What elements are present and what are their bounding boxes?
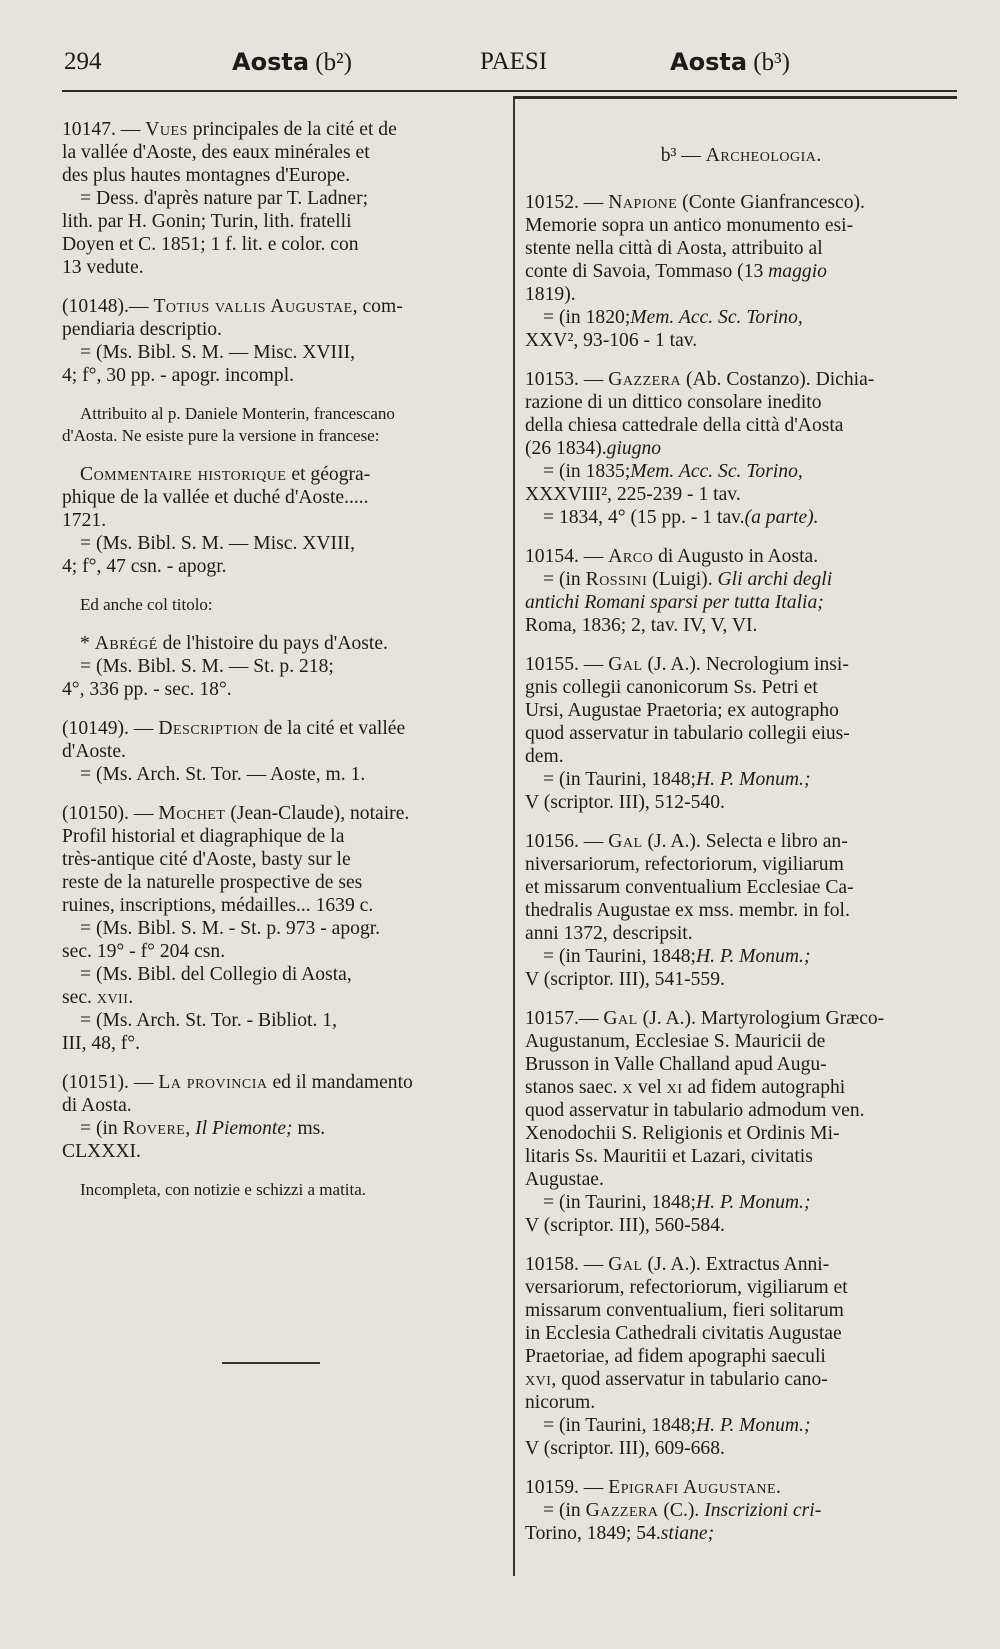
text-line [525, 1476, 957, 1499]
text-run: Taurini, 1848; [585, 1192, 696, 1213]
text-line [525, 945, 957, 968]
text-run: gnis collegii canonicorum Ss. Petri et [525, 677, 818, 698]
text-line [525, 1437, 957, 1460]
bibliography-entry [525, 1007, 957, 1237]
text-run: ruines, inscriptions, médailles... 1639 c. [62, 895, 374, 916]
text-run: thedralis Augustae ex mss. membr. in fol. [525, 900, 850, 921]
text-run: di Aosta. [62, 1095, 132, 1116]
text-run: (10151). — [62, 1072, 159, 1093]
small-caps-text: Description [158, 718, 259, 739]
text-run: nicorum. [525, 1392, 596, 1413]
italic-text: (a parte). [744, 507, 819, 528]
text-line [525, 768, 957, 791]
text-run: de la cité et vallée [258, 718, 406, 739]
text-line [525, 144, 957, 167]
text-line [525, 306, 957, 329]
text-line [62, 678, 502, 701]
small-caps-text: Vues [145, 119, 188, 140]
page-number: 294 [64, 48, 102, 75]
text-run: = (in [80, 1118, 123, 1139]
entry-note [62, 403, 502, 447]
text-run: 1834, 4° (15 pp. - 1 tav. [558, 507, 745, 528]
text-line [525, 1076, 957, 1099]
text-line [525, 1253, 957, 1276]
italic-text: Inscrizioni cri- [704, 1500, 822, 1521]
text-run: (J. A.). Martyrologium Græco- [637, 1008, 885, 1029]
italic-text: stiane; [660, 1523, 715, 1544]
text-line [525, 1214, 957, 1237]
text-run: XXXVIII², 225-239 - 1 tav. [525, 484, 741, 505]
text-run: 1721. [62, 510, 107, 531]
text-run: Augustae. [525, 1169, 604, 1190]
end-rule [222, 1362, 320, 1364]
text-run: (C.). [658, 1500, 705, 1521]
entry-note [62, 1179, 502, 1201]
text-line [525, 853, 957, 876]
text-run: 1819). [525, 284, 576, 305]
text-line [525, 391, 957, 414]
text-run: = (in [543, 1500, 586, 1521]
text-line [525, 1499, 957, 1522]
text-line [62, 825, 502, 848]
text-run: (10150). — [62, 803, 159, 824]
text-line [525, 414, 957, 437]
bibliography-entry [525, 1476, 957, 1545]
text-line [525, 260, 957, 283]
text-run: 10153. — [525, 369, 609, 390]
right-column [525, 118, 957, 1561]
bibliography-entry [62, 717, 502, 786]
text-line [62, 403, 502, 425]
small-caps-text: Rovere [122, 1118, 186, 1139]
text-line [62, 1179, 502, 1201]
text-run: (J. A.). Necrologium insi- [642, 654, 849, 675]
text-run: très-antique cité d'Aoste, basty sur le [62, 849, 351, 870]
text-run: la vallée d'Aoste, des eaux minérales et [62, 142, 370, 163]
text-line [525, 830, 957, 853]
text-run: Brusson in Valle Challand apud Augu- [525, 1054, 827, 1075]
text-run: anni 1372, descripsit. [525, 923, 693, 944]
bibliography-entry [525, 545, 957, 637]
text-run: ad fidem autographi [682, 1077, 846, 1098]
text-run: (26 [525, 438, 557, 459]
text-line [525, 1391, 957, 1414]
text-run: razione di un dittico consolare inedito [525, 392, 822, 413]
text-line [525, 483, 957, 506]
text-run: versariorum, refectoriorum, vigiliarum et [525, 1277, 848, 1298]
text-line [525, 214, 957, 237]
text-line [62, 917, 502, 940]
italic-text: maggio [768, 261, 827, 282]
text-run: Taurini, 1848; [585, 1415, 696, 1436]
text-line [525, 745, 957, 768]
text-run: Incompleta, con notizie e schizzi a matita. [80, 1180, 367, 1199]
small-caps-text: xvii [96, 987, 129, 1008]
italic-text: giugno [606, 438, 662, 459]
text-run: = (in [543, 1415, 586, 1436]
text-run: missarum conventualium, fieri solitarum [525, 1300, 844, 1321]
text-run: CLXXXI. [62, 1141, 141, 1162]
small-caps-text: xvi [525, 1369, 552, 1390]
text-line [525, 368, 957, 391]
text-line [525, 1145, 957, 1168]
text-run: 4; f°, 30 pp. - apogr. incompl. [62, 365, 295, 386]
text-line [525, 653, 957, 676]
text-line [525, 676, 957, 699]
text-run: 10154. — [525, 546, 609, 567]
text-run: (Ab. Costanzo). Dichia- [681, 369, 875, 390]
text-line [62, 894, 502, 917]
text-run: (J. A.). Extractus Anni- [642, 1254, 830, 1275]
italic-text: antichi Romani sparsi per tutta Italia; [525, 592, 824, 613]
text-run: 10147. — [62, 119, 146, 140]
text-line [62, 763, 502, 786]
text-line [62, 848, 502, 871]
text-run: vel [633, 1077, 667, 1098]
text-run: della chiesa cattedrale della città d'Aosta [525, 415, 844, 436]
text-line [525, 1368, 957, 1391]
text-run: sec. 19° - f° 204 csn. [62, 941, 226, 962]
text-line [525, 545, 957, 568]
text-run: Torino, 1849; 54. [525, 1523, 661, 1544]
text-line [525, 1191, 957, 1214]
text-run: Augustanum, Ecclesiae S. Mauricii de [525, 1031, 826, 1052]
text-run: (Jean-Claude), notaire. [225, 803, 410, 824]
text-run: quod asservatur in tabulario collegii eius- [525, 723, 850, 744]
bibliography-entry [525, 653, 957, 814]
text-run: et géogra- [286, 464, 371, 485]
bibliography-entry [525, 830, 957, 991]
text-run: et missarum conventualium Ecclesiae Ca- [525, 877, 854, 898]
header-right-place: Aosta [670, 48, 748, 76]
entry-note [62, 594, 502, 616]
text-line [62, 1140, 502, 1163]
small-caps-text: Gazzera [585, 1500, 659, 1521]
text-run: V (scriptor. III), 560-584. [525, 1215, 725, 1236]
text-line [62, 1009, 502, 1032]
text-run: pendiaria descriptio. [62, 319, 222, 340]
header-left-section: (b²) [309, 49, 352, 76]
text-line [525, 237, 957, 260]
text-run: (10149). — [62, 718, 159, 739]
text-run: des plus hautes montagnes d'Europe. [62, 165, 351, 186]
text-line [62, 164, 502, 187]
text-line [62, 940, 502, 963]
text-line [62, 1117, 502, 1140]
text-run: lith. par H. Gonin; Turin, lith. fratelli [62, 211, 352, 232]
text-run: . [816, 145, 822, 166]
text-line [62, 594, 502, 616]
text-run: . [128, 987, 134, 1008]
header-double-rule [513, 96, 957, 99]
text-run: 10157.— [525, 1008, 604, 1029]
text-run: , com- [352, 296, 403, 317]
text-line [525, 568, 957, 591]
small-caps-text: Napione [608, 192, 678, 213]
text-run: d'Aoste. [62, 741, 126, 762]
text-run: quod asservatur in tabulario admodum ven. [525, 1100, 865, 1121]
text-run: Ed anche col titolo: [80, 595, 213, 614]
text-run: ms. [292, 1118, 326, 1139]
text-run: sec. [62, 987, 97, 1008]
text-line [62, 364, 502, 387]
small-caps-text: Totius vallis Augustae [153, 296, 353, 317]
text-run: = [543, 507, 559, 528]
text-line [62, 318, 502, 341]
text-run: . [776, 1477, 781, 1498]
text-run: = (in [543, 569, 586, 590]
text-line [62, 802, 502, 825]
small-caps-text: Rossini [585, 569, 648, 590]
text-line [62, 295, 502, 318]
italic-text: H. P. Monum.; [696, 1192, 811, 1213]
text-run: conte di Savoia, Tommaso (13 [525, 261, 769, 282]
text-run: niversariorum, refectoriorum, vigiliarum [525, 854, 844, 875]
small-caps-text: Gal [608, 1254, 643, 1275]
text-line [525, 506, 957, 529]
text-line [62, 986, 502, 1009]
text-line [525, 876, 957, 899]
bibliography-entry [525, 191, 957, 352]
bibliography-entry [62, 463, 502, 578]
text-run: 10158. — [525, 1254, 609, 1275]
text-run: Attribuito al p. Daniele Monterin, francescano [80, 404, 395, 423]
text-run: (Luigi). [647, 569, 718, 590]
header-rule [62, 90, 957, 92]
header-right-section: (b³) [747, 49, 790, 76]
italic-text: Gli archi degli [717, 569, 833, 590]
text-line [62, 740, 502, 763]
bibliography-entry [62, 802, 502, 1055]
italic-text: Mem. Acc. Sc. Torino, [630, 307, 803, 328]
text-line [62, 425, 502, 447]
text-line [525, 1007, 957, 1030]
text-line [525, 1053, 957, 1076]
text-line [525, 722, 957, 745]
text-run: V (scriptor. III), 512-540. [525, 792, 725, 813]
text-line [62, 141, 502, 164]
text-run: 4; f°, 47 csn. - apogr. [62, 556, 227, 577]
text-line [525, 899, 957, 922]
bibliography-entry [62, 632, 502, 701]
text-run: III, 48, f°. [62, 1033, 141, 1054]
small-caps-text: Archeologia [705, 145, 817, 166]
text-line [62, 509, 502, 532]
text-line [62, 963, 502, 986]
text-line [62, 1071, 502, 1094]
text-run: = (Ms. Arch. St. Tor. — Aoste, m. 1. [80, 764, 366, 785]
text-run: V (scriptor. III), 609-668. [525, 1438, 725, 1459]
text-run: litaris Ss. Mauritii et Lazari, civitatis [525, 1146, 813, 1167]
text-run: 1835; [585, 461, 631, 482]
small-caps-text: xi [666, 1077, 683, 1098]
text-line [525, 1276, 957, 1299]
text-run: (10148).— [62, 296, 154, 317]
text-line [525, 1522, 957, 1545]
text-line [62, 1032, 502, 1055]
small-caps-text: Mochet [158, 803, 226, 824]
text-run: = (Ms. Bibl. S. M. — Misc. XVIII, [80, 533, 356, 554]
text-run: 4°, 336 pp. - sec. 18°. [62, 679, 232, 700]
text-run: = (Ms. Bibl. del Collegio di Aosta, [80, 964, 352, 985]
text-line [62, 463, 502, 486]
text-line [525, 283, 957, 306]
section-heading [525, 144, 957, 167]
text-line [525, 1345, 957, 1368]
running-header [62, 48, 962, 88]
text-run: = (Ms. Bibl. S. M. — St. p. 218; [80, 656, 334, 677]
text-run: = (in [543, 307, 586, 328]
italic-text: H. P. Monum.; [696, 946, 811, 967]
text-run: dem. [525, 746, 564, 767]
text-run: principales de la cité et de [187, 119, 397, 140]
text-run: Praetoriae, ad fidem apographi saeculi [525, 1346, 826, 1367]
text-line [525, 1299, 957, 1322]
text-run: di Augusto in Aosta. [653, 546, 819, 567]
text-run: b³ — [660, 145, 706, 166]
text-run: XXV², 93-106 - 1 tav. [525, 330, 698, 351]
text-run: Ursi, Augustae Praetoria; ex autographo [525, 700, 839, 721]
text-line [525, 437, 957, 460]
bibliography-entry [62, 118, 502, 279]
text-run: 10156. — [525, 831, 609, 852]
text-run: Profil historial et diagraphique de la [62, 826, 345, 847]
small-caps-text: Gal [603, 1008, 638, 1029]
text-line [525, 791, 957, 814]
text-line [525, 191, 957, 214]
text-run: = (Ms. Bibl. S. M. - St. p. 973 - apogr. [80, 918, 381, 939]
text-run: = (in [543, 1192, 586, 1213]
text-line [525, 591, 957, 614]
text-line [62, 871, 502, 894]
text-line [62, 1094, 502, 1117]
text-line [62, 256, 502, 279]
text-run: Xenodochii S. Religionis et Ordinis Mi- [525, 1123, 840, 1144]
text-line [525, 1122, 957, 1145]
text-line [62, 632, 502, 655]
text-run: ed il mandamento [267, 1072, 413, 1093]
text-run: = (in [543, 769, 586, 790]
header-center-title: PAESI [480, 48, 548, 75]
text-line [525, 1168, 957, 1191]
text-run: phique de la vallée et duché d'Aoste..... [62, 487, 369, 508]
text-line [525, 922, 957, 945]
header-left-title [232, 48, 352, 77]
text-line [525, 329, 957, 352]
italic-text: H. P. Monum.; [696, 1415, 811, 1436]
small-caps-text: Abrégé [94, 633, 158, 654]
text-run: 10152. — [525, 192, 609, 213]
small-caps-text: Gazzera [608, 369, 682, 390]
column-divider [513, 96, 515, 1576]
small-caps-text: x [622, 1077, 634, 1098]
small-caps-text: Arco [608, 546, 654, 567]
text-run: Doyen et C. 1851; 1 f. lit. e color. con [62, 234, 359, 255]
text-line [62, 341, 502, 364]
italic-text: Mem. Acc. Sc. Torino, [630, 461, 803, 482]
header-left-place: Aosta [232, 48, 310, 76]
text-run: , quod asservatur in tabulario cano- [551, 1369, 828, 1390]
text-run: * [80, 633, 95, 654]
text-line [62, 486, 502, 509]
text-run: reste de la naturelle prospective de ses [62, 872, 363, 893]
header-right-title [670, 48, 790, 77]
text-run: in Ecclesia Cathedrali civitatis Augustae [525, 1323, 842, 1344]
text-line [525, 1099, 957, 1122]
text-run: = (in [543, 946, 586, 967]
text-run: Taurini, 1848; [585, 769, 696, 790]
text-run: = (in [543, 461, 586, 482]
left-column [62, 118, 502, 1217]
text-run: = (Ms. Bibl. S. M. — Misc. XVIII, [80, 342, 356, 363]
bibliography-entry [62, 295, 502, 387]
text-run: 10159. — [525, 1477, 609, 1498]
small-caps-text: Epigrafi Augustane [608, 1477, 776, 1498]
small-caps-text: Gal [608, 654, 643, 675]
small-caps-text: La provincia [158, 1072, 268, 1093]
text-run: 13 vedute. [62, 257, 144, 278]
bibliography-entry [525, 1253, 957, 1460]
text-line [62, 118, 502, 141]
italic-text: H. P. Monum.; [696, 769, 811, 790]
text-run: = Dess. d'après nature par T. Ladner; [80, 188, 369, 209]
text-line [525, 1322, 957, 1345]
text-run: stente nella città di Aosta, attribuito al [525, 238, 823, 259]
text-line [525, 968, 957, 991]
text-run: , [185, 1118, 196, 1139]
text-run: = (Ms. Arch. St. Tor. - Bibliot. 1, [80, 1010, 337, 1031]
text-line [525, 1030, 957, 1053]
text-run: 1820; [585, 307, 631, 328]
text-run: stanos saec. [525, 1077, 623, 1098]
text-line [525, 699, 957, 722]
text-run: Roma, 1836; 2, tav. IV, V, VI. [525, 615, 758, 636]
text-line [62, 555, 502, 578]
text-line [62, 187, 502, 210]
text-run: (Conte Gianfrancesco). [677, 192, 865, 213]
text-run: 10155. — [525, 654, 609, 675]
bibliography-entry [525, 368, 957, 529]
text-run: V (scriptor. III), 541-559. [525, 969, 725, 990]
text-line [62, 210, 502, 233]
italic-text: Il Piemonte; [195, 1118, 293, 1139]
text-line [62, 655, 502, 678]
text-line [525, 1414, 957, 1437]
text-run: de l'histoire du pays d'Aoste. [157, 633, 388, 654]
text-line [62, 717, 502, 740]
small-caps-text: Gal [608, 831, 643, 852]
text-line [525, 460, 957, 483]
small-caps-text: Commentaire historique [80, 464, 287, 485]
text-line [525, 614, 957, 637]
bibliography-entry [62, 1071, 502, 1163]
text-line [62, 233, 502, 256]
text-line [62, 532, 502, 555]
text-run: Taurini, 1848; [585, 946, 696, 967]
text-run: (J. A.). Selecta e libro an- [642, 831, 848, 852]
text-run: 1834). [556, 438, 607, 459]
text-run: Memorie sopra un antico monumento esi- [525, 215, 854, 236]
text-run: d'Aosta. Ne esiste pure la versione in francese: [62, 426, 380, 445]
